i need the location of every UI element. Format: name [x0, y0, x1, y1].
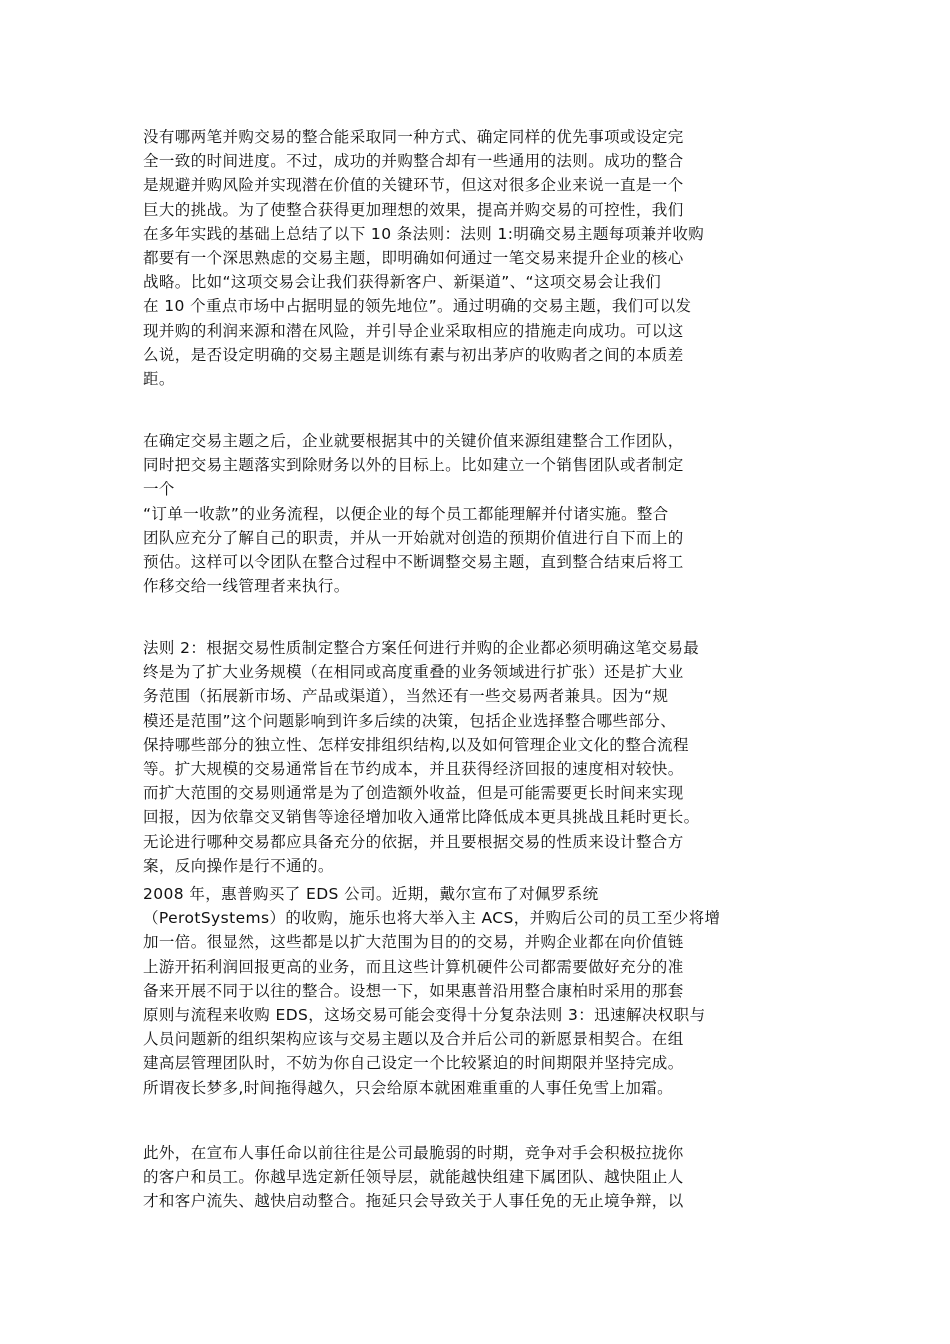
text-line: 在 10 个重点市场中占据明显的领先地位”。通过明确的交易主题，我们可以发: [143, 297, 692, 316]
text-line: 战略。比如“这项交易会让我们获得新客户、新渠道”、“这项交易会让我们: [143, 273, 662, 292]
text-line: “订单一收款”的业务流程，以便企业的每个员工都能理解并付诸实施。整合: [143, 504, 669, 523]
text-line: 在多年实践的基础上总结了以下 10 条法则：法则 1:明确交易主题每项兼并收购: [143, 224, 705, 243]
text-line: 务范围（拓展新市场、产品或渠道），当然还有一些交易两者兼具。因为“规: [143, 687, 669, 706]
text-line: 全一致的时间进度。不过，成功的并购整合却有一些通用的法则。成功的整合: [143, 152, 684, 171]
text-line: 案，反向操作是行不通的。: [143, 856, 334, 875]
text-line: （PerotSystems）的收购，施乐也将大举入主 ACS，并购后公司的员工至少将增: [143, 909, 721, 928]
text-line: 加一倍。很显然，这些都是以扩大范围为目的的交易，并购企业都在向价值链: [143, 933, 684, 952]
text-line: 备来开展不同于以往的整合。设想一下，如果惠普沿用整合康柏时采用的那套: [143, 981, 684, 1000]
text-line: 模还是范围”这个问题影响到许多后续的决策，包括企业选择整合哪些部分、: [143, 711, 677, 730]
text-line: 团队应充分了解自己的职责，并从一开始就对创造的预期价值进行自下而上的: [143, 528, 684, 547]
text-line: 么说，是否设定明确的交易主题是训练有素与初出茅庐的收购者之间的本质差: [143, 345, 684, 364]
text-line: 才和客户流失、越快启动整合。拖延只会导致关于人事任免的无止境争辩，以: [143, 1192, 684, 1211]
text-line: 无论进行哪种交易都应具备充分的依据，并且要根据交易的性质来设计整合方: [143, 832, 684, 851]
text-line: 现并购的利润来源和潜在风险，并引导企业采取相应的措施走向成功。可以这: [143, 321, 684, 340]
paragraph-5: [143, 1141, 813, 1214]
text-line: 回报，因为依靠交叉销售等途径增加收入通常比降低成本更具挑战且耗时更长。: [143, 808, 700, 827]
text-line: 上游开拓利润回报更高的业务，而且这些计算机硬件公司都需要做好充分的准: [143, 957, 684, 976]
text-line: 作移交给一线管理者来执行。: [143, 577, 350, 596]
text-line: 保持哪些部分的独立性、怎样安排组织结构,以及如何管理企业文化的整合流程: [143, 735, 689, 754]
text-line: 终是为了扩大业务规模（在相同或高度重叠的业务领域进行扩张）还是扩大业: [143, 663, 684, 682]
text-line: 在确定交易主题之后，企业就要根据其中的关键价值来源组建整合工作团队，: [143, 432, 684, 450]
text-line: 等。扩大规模的交易通常旨在节约成本，并且获得经济回报的速度相对较快。: [143, 759, 684, 778]
text-line: 原则与流程来收购 EDS，这场交易可能会变得十分复杂法则 3：迅速解决权职与: [143, 1005, 706, 1024]
text-line: 一个: [143, 480, 175, 499]
text-line: 同时把交易主题落实到除财务以外的目标上。比如建立一个销售团队或者制定: [143, 456, 684, 475]
text-line: 人员问题新的组织架构应该与交易主题以及合并后公司的新愿景相契合。在组: [143, 1030, 684, 1049]
text-line: 都要有一个深思熟虑的交易主题，即明确如何通过一笔交易来提升企业的核心: [143, 248, 684, 267]
paragraph-2: [143, 429, 813, 598]
text-line: 而扩大范围的交易则通常是为了创造额外收益，但是可能需要更长时间来实现: [143, 784, 684, 803]
text-line: 没有哪两笔并购交易的整合能采取同一种方式、确定同样的优先事项或设定完: [143, 128, 684, 146]
text-line: 建高层管理团队时，不妨为你自己设定一个比较紧迫的时间期限并坚持完成。: [143, 1054, 684, 1073]
paragraph-3: [143, 636, 813, 878]
text-line: 预估。这样可以令团队在整合过程中不断调整交易主题，直到整合结束后将工: [143, 552, 684, 571]
paragraph-1: [143, 125, 813, 391]
text-line: 巨大的挑战。为了使整合获得更加理想的效果，提高并购交易的可控性，我们: [143, 200, 684, 219]
text-line: 所谓夜长梦多,时间拖得越久，只会给原本就困难重重的人事任免雪上加霜。: [143, 1078, 674, 1097]
text-line: 此外，在宣布人事任命以前往往是公司最脆弱的时期，竞争对手会积极拉拢你: [143, 1144, 684, 1162]
text-line: 是规避并购风险并实现潜在价值的关键环节，但这对很多企业来说一直是一个: [143, 176, 684, 195]
text-line: 2008 年，惠普购买了 EDS 公司。近期，戴尔宣布了对佩罗系统: [143, 885, 599, 903]
paragraph-4: [143, 882, 813, 1100]
text-line: 的客户和员工。你越早选定新任领导层，就能越快组建下属团队、越快阻止人: [143, 1168, 684, 1187]
text-line: 距。: [143, 369, 175, 388]
text-line: 法则 2：根据交易性质制定整合方案任何进行并购的企业都必须明确这笔交易最: [143, 639, 700, 657]
